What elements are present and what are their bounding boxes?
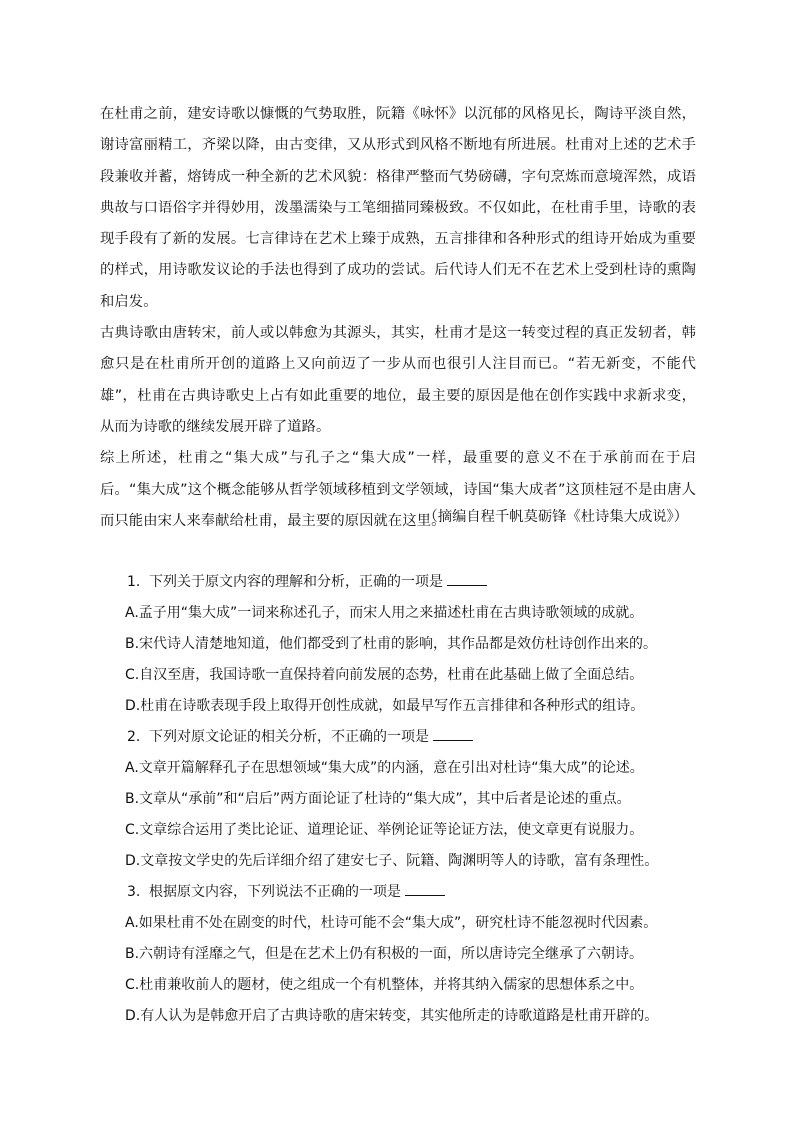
passage-paragraph: 综上所述，杜甫之“集大成”与孔子之“集大成”一样，最重要的意义不在于承前而在于启后。“集大成”这个概念能够从哲学领域移植到文学领域，诗国“集大成者”这顶桂冠不是由唐人而只能由宋人来奉献给杜甫，最主要的原因就在这里。 — [100, 450, 696, 529]
option-c: C.文章综合运用了类比论证、道理论证、举例论证等论证方法，使文章更有说服力。 — [125, 822, 644, 838]
option-b: B.六朝诗有淫靡之气，但是在艺术上仍有积极的一面，所以唐诗完全继承了六朝诗。 — [125, 946, 644, 962]
option-d: D.有人认为是韩愈开启了古典诗歌的唐宋转变，其实他所走的诗歌道路是杜甫开辟的。 — [125, 1008, 659, 1024]
answer-blank[interactable] — [405, 881, 445, 896]
option-d: D.文章按文学史的先后详细介绍了建安七子、阮籍、陶渊明等人的诗歌，富有条理性。 — [125, 853, 659, 869]
option-b: B.宋代诗人清楚地知道，他们都受到了杜甫的影响，其作品都是效仿杜诗创作出来的。 — [125, 636, 658, 652]
option-a: A.如果杜甫不处在剧变的时代，杜诗可能不会“集大成”，研究杜诗不能忽视时代因素。 — [125, 915, 658, 931]
question-text: 根据原文内容，下列说法不正确的一项是 — [149, 884, 401, 900]
reading-passage — [100, 99, 696, 537]
passage-paragraph: 在杜甫之前，建安诗歌以慷慨的气势取胜，阮籍《咏怀》以沉郁的风格见长，陶诗平淡自然，谢诗富丽精工，齐梁以降，由古变律，又从形式到风格不断地有所进展。杜甫对上述的艺术手段兼收并蓄，熔铸成一种全新的艺术风貌：格律严整而气势磅礴，字句烹炼而意境浑然，成语典故与口语俗字并得妙用，泼墨濡染与工笔细描同臻极致。不仅如此，在杜甫手里，诗歌的表现手段有了新的发展。七言律诗在艺术上臻于成熟，五言排律和各种形式的组诗开始成为重要的样式，用诗歌发议论的手法也得到了成功的尝试。后代诗人们无不在艺术上受到杜诗的熏陶和启发。 — [100, 106, 696, 310]
question-stem — [127, 877, 707, 908]
question-stem — [127, 722, 707, 753]
question-number: 2. — [127, 729, 141, 745]
option-a: A.文章开篇解释孔子在思想领域“集大成”的内涵，意在引出对杜诗“集大成”的论述。 — [125, 760, 644, 776]
answer-blank[interactable] — [433, 726, 473, 741]
question-number: 1. — [127, 574, 141, 590]
passage-source: （摘编自程千帆莫砺锋《杜诗集大成说》） — [423, 509, 688, 525]
answer-blank[interactable] — [447, 571, 487, 586]
option-a: A.孟子用“集大成”一词来称述孔子，而宋人用之来描述杜甫在古典诗歌领域的成就。 — [125, 605, 644, 621]
option-b: B.文章从“承前”和“启后”两方面论证了杜诗的“集大成”，其中后者是论述的重点。 — [125, 791, 631, 807]
question-text: 下列对原文论证的相关分析，不正确的一项是 — [149, 729, 429, 745]
option-c: C.自汉至唐，我国诗歌一直保持着向前发展的态势，杜甫在此基础上做了全面总结。 — [125, 667, 644, 683]
passage-paragraph: 古典诗歌由唐转宋，前人或以韩愈为其源头，其实，杜甫才是这一转变过程的真正发轫者，韩愈只是在杜甫所开创的道路上又向前迈了一步从而也很引人注目而已。“若无新变，不能代雄”，杜甫在古典诗歌史上占有如此重要的地位，最主要的原因是他在创作实践中求新求变，从而为诗歌的继续发展开辟了道路。 — [100, 325, 696, 435]
question-number: 3. — [127, 884, 141, 900]
option-c: C.杜甫兼收前人的题材，使之组成一个有机整体，并将其纳入儒家的思想体系之中。 — [125, 977, 644, 993]
question-stem — [127, 567, 707, 598]
question-list — [127, 567, 707, 1032]
question-text: 下列关于原文内容的理解和分析，正确的一项是 — [149, 574, 443, 590]
option-d: D.杜甫在诗歌表现手段上取得开创性成就，如最早写作五言排律和各种形式的组诗。 — [125, 698, 645, 714]
